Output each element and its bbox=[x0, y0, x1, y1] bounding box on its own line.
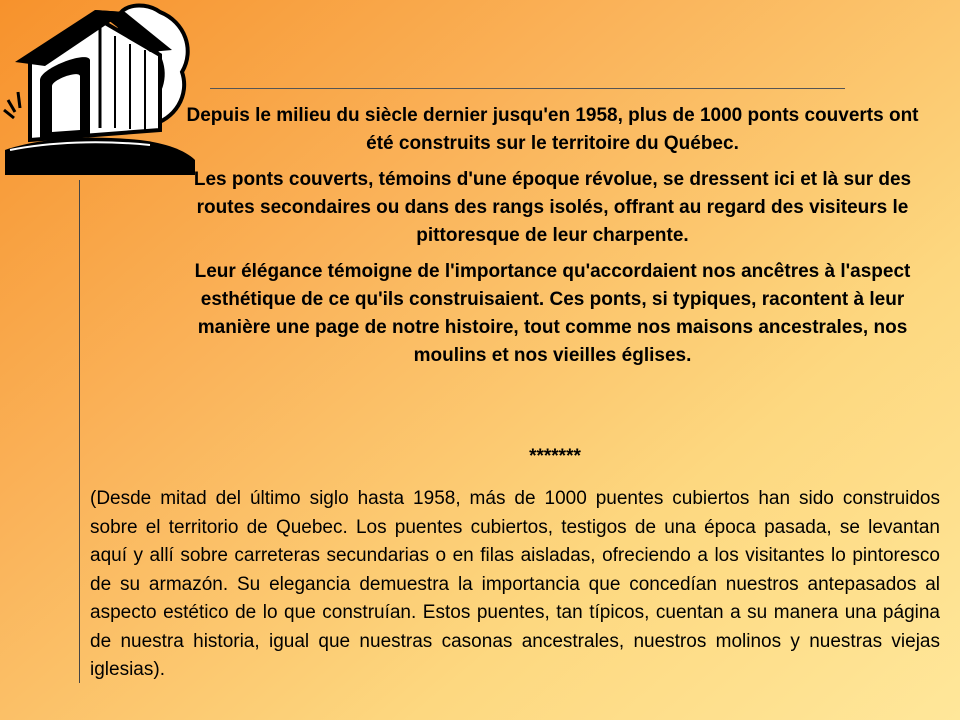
left-divider bbox=[79, 180, 80, 683]
french-text-block bbox=[185, 102, 920, 378]
spanish-translation-paragraph: (Desde mitad del último siglo hasta 1958, más de 1000 puentes cubiertos han sido construidos sobre el territorio de Quebec. Los puentes cubiertos, testigos de una época pasada, se levantan aquí y allí sobre carreteras secundarias o en filas aisladas, ofreciendo a los visitantes lo pintoresco de su armazón. Su elegancia demuestra la importancia que concedían nuestros antepasados al aspecto estético de lo que construían. Estos puentes, tan típicos, cuentan a su manera una página de nuestra historia, igual que nuestras casonas ancestrales, nuestros molinos y nuestras viejas iglesias). bbox=[90, 488, 940, 680]
french-paragraph-2: Les ponts couverts, témoins d'une époque révolue, se dressent ici et là sur des routes secondaires ou dans des rangs isolés, offrant au regard des visiteurs le pittoresque de leur charpente. bbox=[193, 169, 912, 246]
top-divider bbox=[210, 88, 845, 89]
covered-bridge-icon bbox=[0, 0, 200, 175]
section-separator: ******* bbox=[529, 446, 581, 467]
french-paragraph-1: Depuis le milieu du siècle dernier jusqu'en 1958, plus de 1000 ponts couverts ont été construits sur le territoire du Québec. bbox=[186, 105, 919, 154]
french-paragraph-3: Leur élégance témoigne de l'importance qu'accordaient nos ancêtres à l'aspect esthétique de ce qu'ils construisaient. Ces ponts, si typiques, racontent à leur manière une page de notre histoire, tout comme nos maisons ancestrales, nos moulins et nos vieilles églises. bbox=[194, 261, 911, 366]
